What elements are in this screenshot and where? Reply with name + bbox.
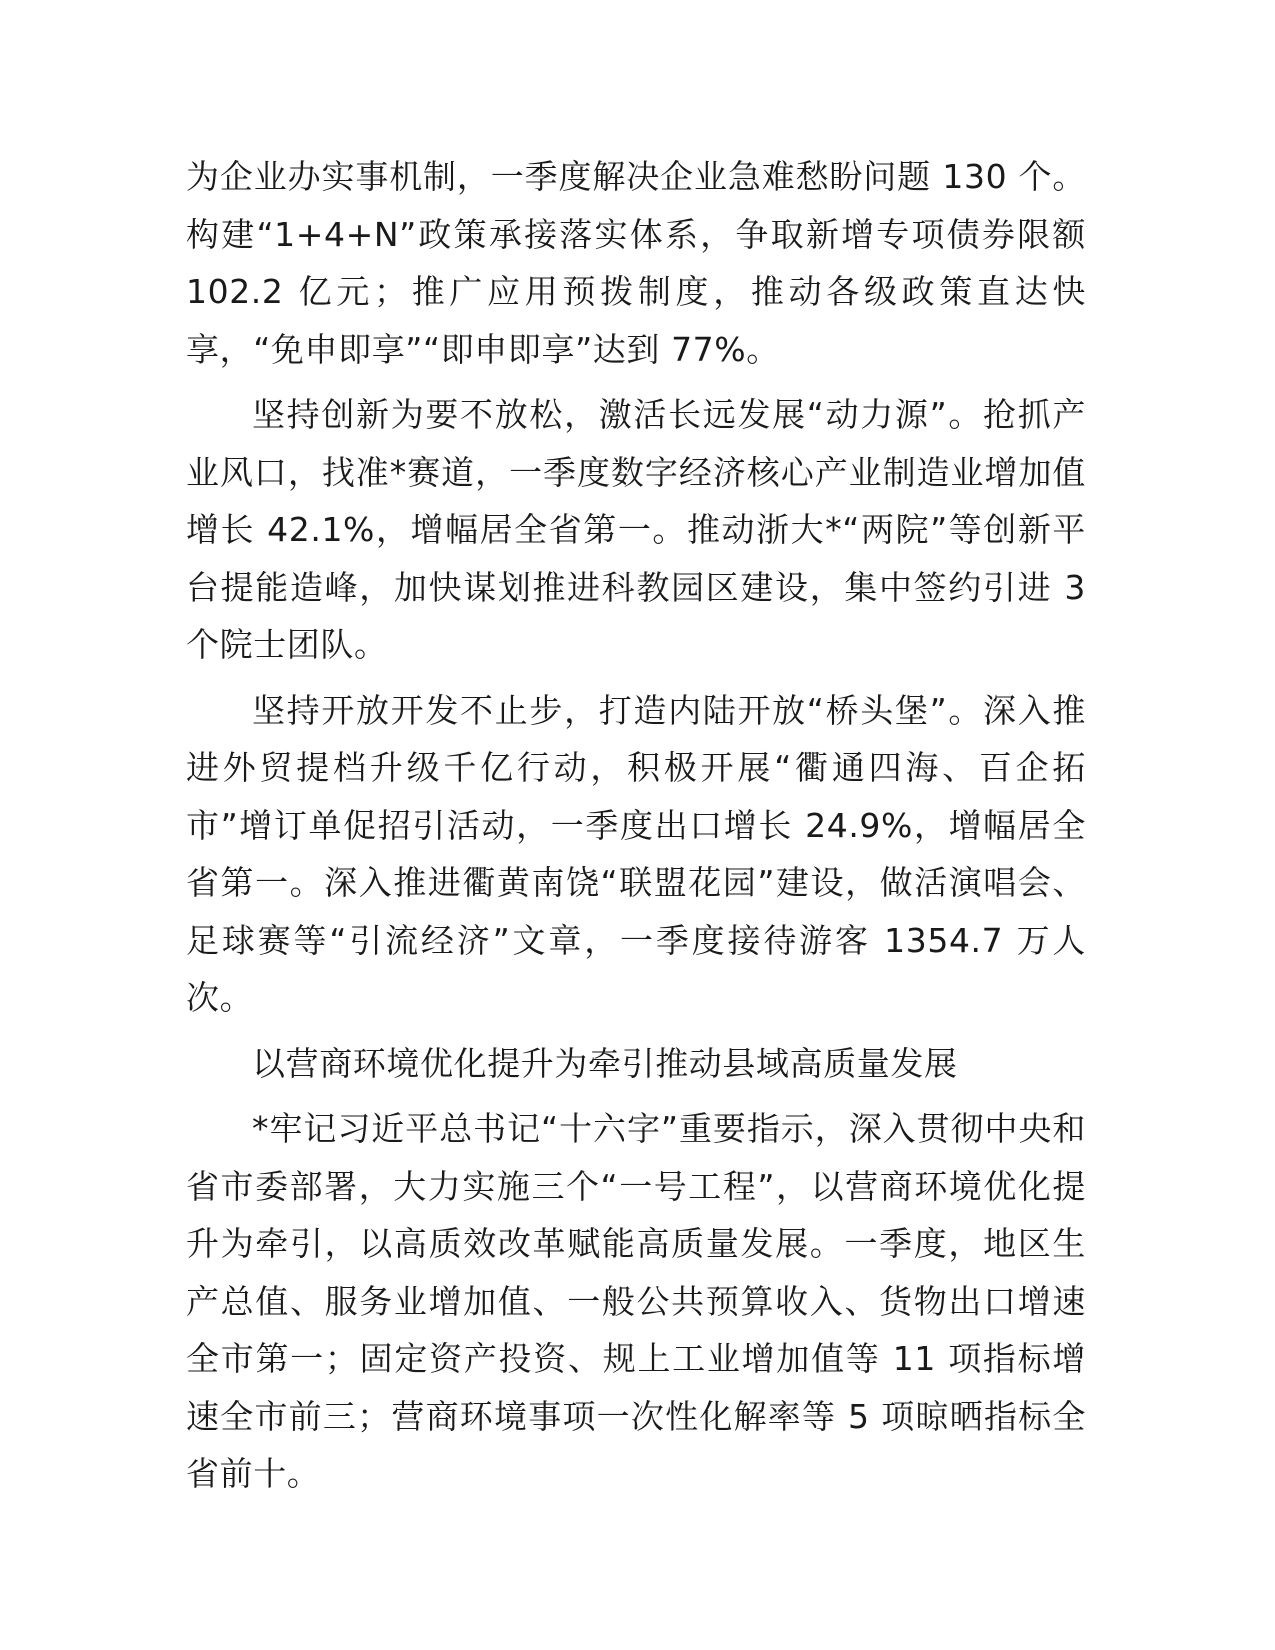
section-heading: 以营商环境优化提升为牵引推动县域高质量发展: [252, 1043, 958, 1083]
paragraph-opening: 坚持开放开发不止步，打造内陆开放“桥头堡”。深入推进外贸提档升级千亿行动，积极开展“衢通四海、百企拓市”增订单促招引活动，一季度出口增长 24.9%，增幅居全省第一。深入推进衢黄南饶“联盟花园”建设，做活演唱会、足球赛等“引流经济”文章，一季度接待游客 1354.7 万人次。: [186, 690, 1086, 1017]
paragraph-summary: *牢记习近平总书记“十六字”重要指示，深入贯彻中央和省市委部署，大力实施三个“一号工程”，以营商环境优化提升为牵引，以高质效改革赋能高质量发展。一季度，地区生产总值、服务业增加值、一般公共预算收入、货物出口增速全市第一；固定资产投资、规上工业增加值等 11 项指标增速全市前三；营商环境事项一次性化解率等 5 项晾晒指标全省前十。: [186, 1109, 1086, 1493]
paragraph-continued: 为企业办实事机制，一季度解决企业急难愁盼问题 130 个。构建“1+4+N”政策承接落实体系，争取新增专项债券限额 102.2 亿元；推广应用预拨制度，推动各级政策直达快享，“免申即享”“即申即享”达到 77%。: [186, 157, 1086, 369]
paragraph-innovation: 坚持创新为要不放松，激活长远发展“动力源”。抢抓产业风口，找准*赛道，一季度数字经济核心产业制造业增加值增长 42.1%，增幅居全省第一。推动浙大*“两院”等创新平台提能造峰，加快谋划推进科教园区建设，集中签约引进 3 个院士团队。: [186, 395, 1086, 664]
document-body: [186, 148, 1086, 1511]
